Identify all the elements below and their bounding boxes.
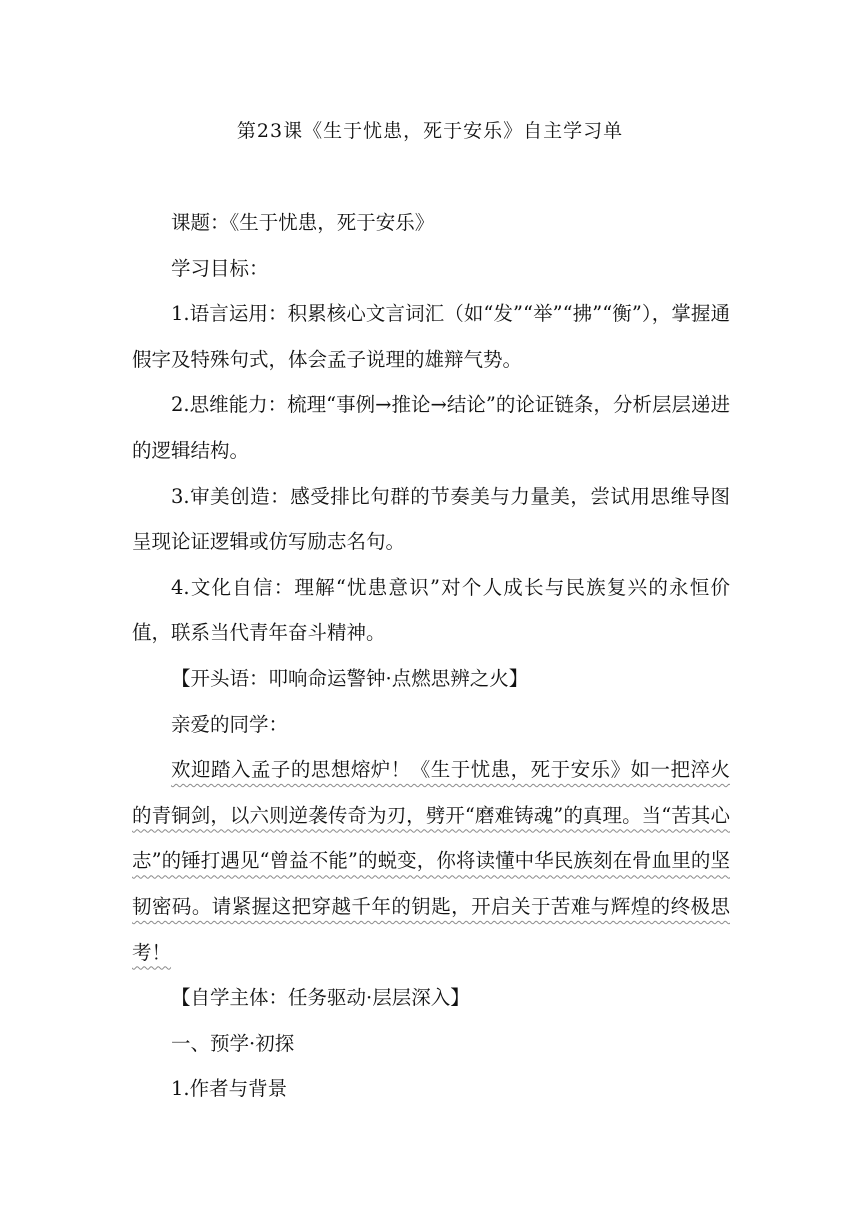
- section-heading: 一、预学·初探: [171, 1031, 295, 1055]
- page-title: 第23课《生于忧患，死于安乐》自主学习单: [236, 120, 624, 142]
- main-heading: 【自学主体：任务驱动·层层深入】: [171, 986, 470, 1010]
- opening-paragraph: [132, 747, 730, 975]
- document-body: [132, 200, 730, 1112]
- objective-item: 4.文化自信：理解“忧患意识”对个人成长与民族复兴的永恒价值，联系当代青年奋斗精神。: [132, 575, 730, 645]
- objectives-heading: 学习目标：: [171, 256, 269, 280]
- opening-paragraph-text: 欢迎踏入孟子的思想熔炉！《生于忧患，死于安乐》如一把淬火的青铜剑，以六则逆袭传奇为刃，劈开“磨难铸魂”的真理。当“苦其心志”的锤打遇见“曾益不能”的蜕变，你将读懂中华民族刻在骨血里的坚韧密码。请紧握这把穿越千年的钥匙，开启关于苦难与辉煌的终极思考！: [132, 758, 730, 964]
- topic-line: 课题：《生于忧患，死于安乐》: [171, 211, 435, 234]
- objective-item: 2.思维能力：梳理“事例→推论→结论”的论证链条，分析层层递进的逻辑结构。: [132, 393, 730, 462]
- objective-item: 1.语言运用：积累核心文言词汇（如“发”“举”“拂”“衡”），掌握通假字及特殊句式，体会孟子说理的雄辩气势。: [132, 302, 730, 371]
- subsection-heading: 1.作者与背景: [171, 1077, 288, 1101]
- opening-heading: 【开头语：叩响命运警钟·点燃思辨之火】: [171, 666, 529, 690]
- greeting: 亲爱的同学：: [171, 712, 289, 736]
- objective-item: 3.审美创造：感受排比句群的节奏美与力量美，尝试用思维导图呈现论证逻辑或仿写励志名句。: [132, 484, 730, 554]
